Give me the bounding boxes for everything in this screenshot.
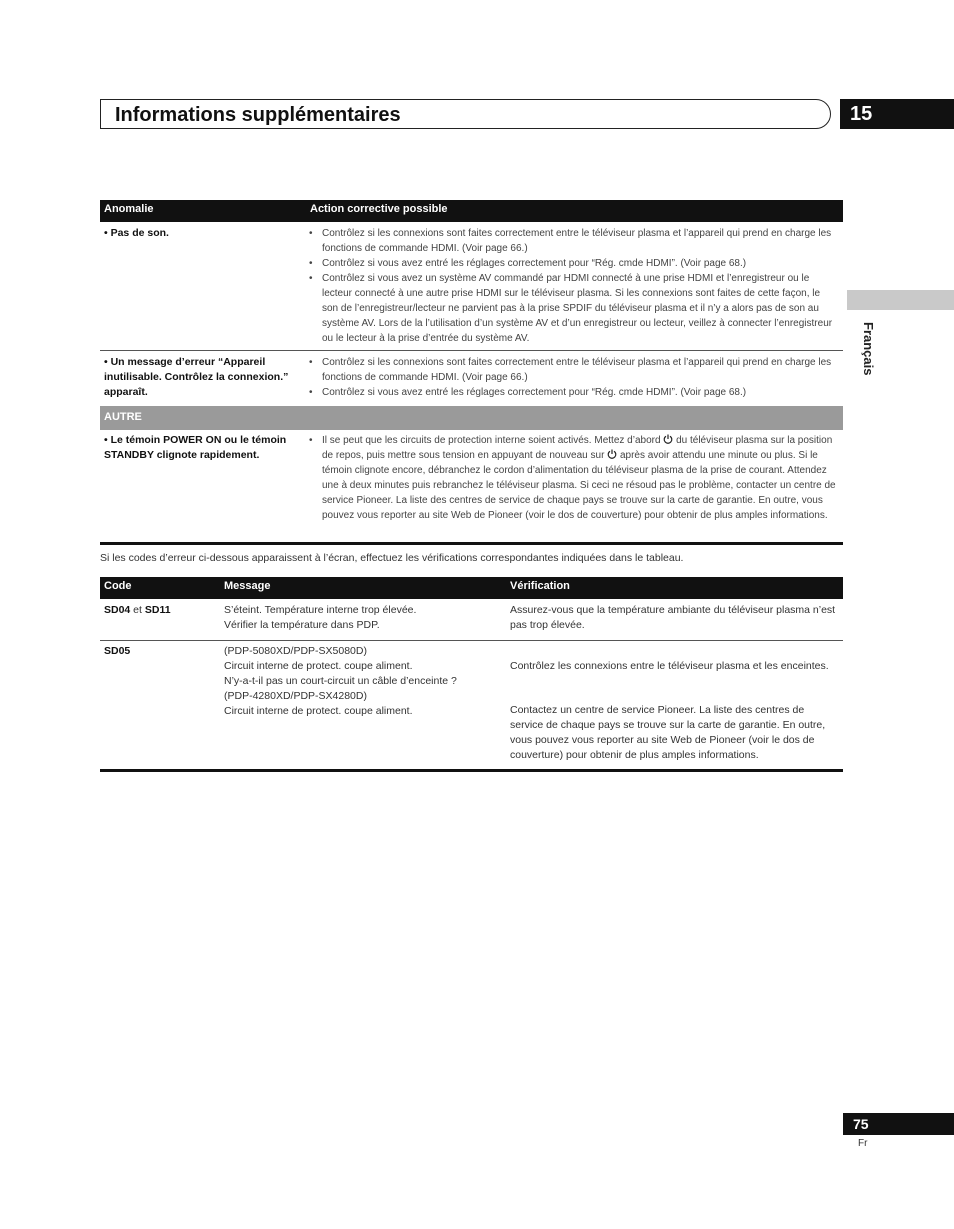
action-text: après avoir attendu une minute ou plus. Si le témoin clignote encore, débranchez le cordon d’alimentation du téléviseur plasma de la prise de courant. Attendez une à deux minutes puis rebranchez le téléviseur plasma. Si ceci ne résoud pas le problème, contacter un centre de service Pioneer. La liste des centres de service de chaque pays se trouve sur la carte de garantie. En outre, vous pouvez vous reporter au site Web de Pioneer (voir le dos de couverture) pour obtenir de plus amples informations. xyxy=(322,450,836,521)
action-list xyxy=(308,226,838,346)
code-value: SD11 xyxy=(144,604,171,616)
column-header-verification: Vérification xyxy=(510,580,570,592)
message-line: Circuit interne de protect. coupe aliment. xyxy=(224,660,413,672)
action-list xyxy=(308,355,838,400)
anomaly-label: • Pas de son. xyxy=(104,227,169,239)
error-message xyxy=(224,603,506,633)
table-row xyxy=(100,433,843,541)
chapter-number-tab: 15 xyxy=(840,99,954,129)
list-item: • Contrôlez si les connexions sont faites correctement entre le téléviseur plasma et l’appareil qui prend en charge les fonctions de commande HDMI. (Voir page 66.) xyxy=(308,226,838,256)
message-line: N’y-a-t-il pas un court-circuit un câble d’enceinte ? xyxy=(224,675,457,687)
error-message xyxy=(224,644,509,719)
table-bottom-rule xyxy=(100,769,843,772)
error-code xyxy=(104,603,171,618)
message-line: S’éteint. Température interne trop élevée. xyxy=(224,604,417,616)
power-icon xyxy=(607,449,617,459)
page-number: 75 xyxy=(843,1113,954,1135)
page-language-code: Fr xyxy=(858,1138,868,1149)
table-bottom-rule xyxy=(100,542,843,545)
power-icon xyxy=(663,434,673,444)
table-row xyxy=(100,355,843,403)
column-header-message: Message xyxy=(224,580,271,592)
action-text: Il se peut que les circuits de protection interne soient activés. Mettez d’abord xyxy=(322,435,664,446)
error-code-table xyxy=(100,577,843,761)
error-code: SD05 xyxy=(104,645,131,657)
list-item: • Contrôlez si vous avez entré les réglages correctement pour “Rég. cmde HDMI”. (Voir page 68.) xyxy=(308,385,838,400)
column-header-anomalie: Anomalie xyxy=(104,203,154,215)
code-value: SD04 xyxy=(104,604,131,616)
action-text: du téléviseur plasma sur la position de repos, puis mettre sous tension en appuyant de nouveau sur xyxy=(322,435,833,461)
anomaly-label: • Le témoin POWER ON ou le témoin STANDBY clignote rapidement. xyxy=(104,434,287,461)
list-item xyxy=(308,433,838,523)
message-line: (PDP-4280XD/PDP-SX4280D) xyxy=(224,690,367,702)
action-list xyxy=(308,433,838,523)
error-codes-intro: Si les codes d’erreur ci-dessous apparaissent à l’écran, effectuez les vérifications correspondantes indiquées dans le tableau. xyxy=(100,552,684,564)
verification-text: Contrôlez les connexions entre le téléviseur plasma et les enceintes. xyxy=(510,660,829,672)
message-line: Circuit interne de protect. coupe aliment. xyxy=(224,705,413,717)
message-line: (PDP-5080XD/PDP-SX5080D) xyxy=(224,645,367,657)
column-header-action: Action corrective possible xyxy=(310,203,448,215)
table-header xyxy=(100,200,843,222)
list-item: • Contrôlez si les connexions sont faites correctement entre le téléviseur plasma et l’appareil qui prend en charge les fonctions de commande HDMI. (Voir page 66.) xyxy=(308,355,838,385)
row-divider xyxy=(100,640,843,641)
troubleshooting-table xyxy=(100,200,843,521)
section-header-autre: AUTRE xyxy=(100,406,843,430)
list-item: • Contrôlez si vous avez un système AV commandé par HDMI connecté à une prise HDMI et l’enregistreur ou le lecteur connecté à une autre prise HDMI sur le téléviseur plasma. Si les connexions sont faites de cette façon, le son de l’enregistreur/lecteur ne parvient pas à la prise SPDIF du téléviseur plasma et il n’y a alors pas de son au système AV. Lors de la l’utilisation d’un système AV et d’un enregistreur ou lecteur, veillez à connecter l’enregistreur ou le lecteur à la prise d’entrée du système AV. xyxy=(308,271,838,346)
table-header xyxy=(100,577,843,599)
verification-text: Contactez un centre de service Pioneer. La liste des centres de service de chaque pays se trouve sur la carte de garantie. En outre, vous pouvez vous reporter au site Web de Pioneer (voir le dos de couverture) pour obtenir de plus amples informations. xyxy=(510,704,826,761)
column-header-code: Code xyxy=(104,580,132,592)
page-title: Informations supplémentaires xyxy=(115,104,401,126)
language-tab-label: Français xyxy=(861,322,876,376)
table-row xyxy=(100,226,843,350)
row-divider xyxy=(100,350,843,351)
code-joiner: et xyxy=(130,604,145,616)
list-item: • Contrôlez si vous avez entré les réglages correctement pour “Rég. cmde HDMI”. (Voir page 68.) xyxy=(308,256,838,271)
anomaly-label: • Un message d’erreur “Appareil inutilisable. Contrôlez la connexion.” apparaît. xyxy=(104,356,289,398)
message-line: Vérifier la température dans PDP. xyxy=(224,619,380,631)
verification-text: Assurez-vous que la température ambiante du téléviseur plasma n’est pas trop élevée. xyxy=(510,604,836,631)
language-tab-bar xyxy=(847,290,954,310)
